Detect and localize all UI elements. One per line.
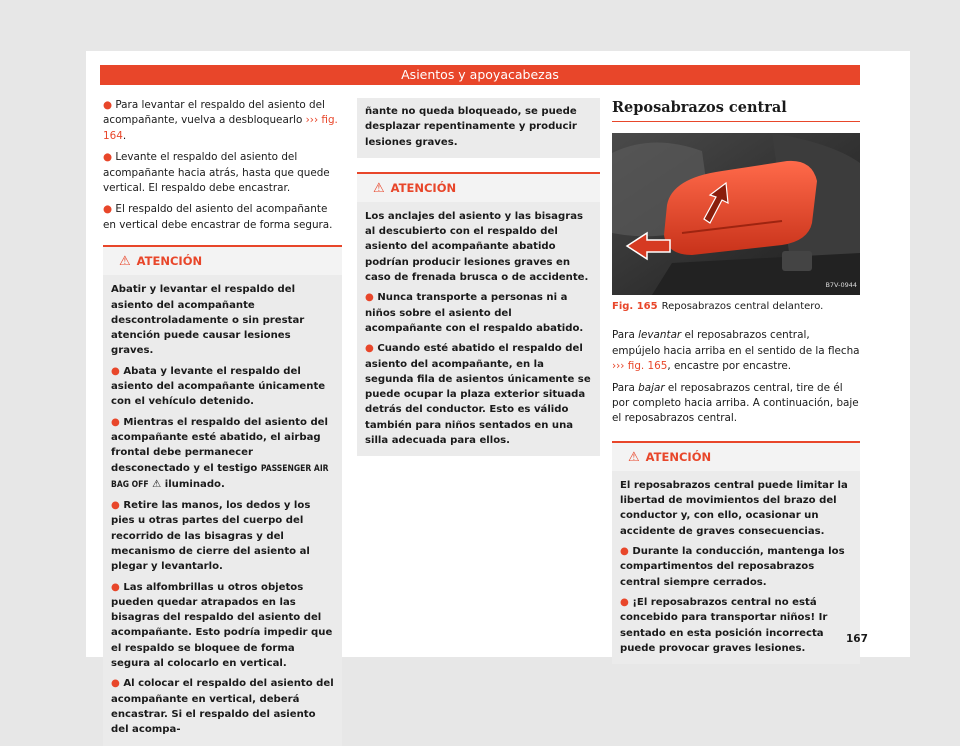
bullet-icon: ● bbox=[103, 203, 116, 216]
bullet-icon: ● bbox=[620, 596, 633, 608]
warning-triangle-icon: ⚠ bbox=[373, 180, 385, 196]
bullet-icon: ● bbox=[111, 581, 124, 593]
caption-number: Fig. 165 bbox=[612, 301, 658, 313]
warning-header: ⚠ ATENCIÓN bbox=[103, 247, 342, 275]
figure-code: B7V-0944 bbox=[825, 281, 857, 289]
column-2 bbox=[357, 98, 600, 456]
page-number: 167 bbox=[846, 633, 868, 645]
bullet-icon: ● bbox=[111, 416, 124, 428]
warning-triangle-icon: ⚠ bbox=[628, 449, 640, 465]
column-1 bbox=[103, 98, 342, 746]
bullet-icon: ● bbox=[620, 546, 633, 558]
warning-item: ● ¡El reposabrazos central no está concebido para transportar niños! Ir sentado en esta posición incorrecta puede provocar graves lesiones. bbox=[620, 596, 828, 654]
warning-box-1 bbox=[103, 245, 342, 745]
warning-box-2 bbox=[357, 172, 600, 456]
warning-item: ● Mientras el respaldo del asiento del acompañante esté abatido, el airbag frontal debe permanecer desconectado y el testigo PASSENGER AIR BAG OFF ⚠ iluminado. bbox=[111, 416, 329, 490]
step-1: ● Para levantar el respaldo del asiento del acompañante, vuelva a desbloquearlo ››› fig. 164. bbox=[103, 99, 338, 142]
fig-164-link[interactable]: ››› fig. 164 bbox=[103, 114, 338, 142]
warning-item: ● Las alfombrillas u otros objetos pueden quedar atrapados en las bisagras del respaldo del asiento del acompañante. Esto podría impedir que el respaldo se bloquee de forma segura al colocarlo en vertical. bbox=[111, 581, 333, 670]
warning-body bbox=[103, 275, 342, 737]
warning-continuation: ñante no queda bloqueado, se puede desplazar repentinamente y producir lesiones graves. bbox=[357, 98, 600, 158]
bullet-icon: ● bbox=[365, 343, 378, 355]
warning-item: ● Al colocar el respaldo del asiento del acompañante en vertical, deberá encastrar. Si el respaldo del asiento del acompa- bbox=[111, 678, 334, 736]
warning-body bbox=[612, 471, 860, 656]
armrest-illustration bbox=[612, 133, 860, 295]
warning-intro: Los anclajes del asiento y las bisagras al descubierto con el respaldo del asiento del acompañante abatido podrían producir lesiones graves en caso de frenada brusca o de accidente. bbox=[365, 210, 589, 284]
airbag-off-label: PASSENGER AIR BAG OFF bbox=[111, 463, 329, 490]
paragraph-lower: Para bajar el reposabrazos central, tire de él por completo hacia arriba. A continuación, baje el reposabrazos central. bbox=[612, 381, 859, 425]
warning-item: ● Durante la conducción, mantenga los compartimentos del reposabrazos central siempre cerrados. bbox=[620, 546, 845, 588]
warning-intro: Abatir y levantar el respaldo del asiento del acompañante descontroladamente o sin prestar atención puede causar lesiones graves. bbox=[111, 284, 305, 357]
step-3: ● El respaldo del asiento del acompañante en vertical debe encastrar de forma segura. bbox=[103, 203, 333, 231]
warning-triangle-icon: ⚠ bbox=[119, 254, 131, 270]
warning-item: ● Cuando esté abatido el respaldo del asiento del acompañante, en la segunda fila de asientos únicamente se puede ocupar la plaza exterior situada detrás del conductor. Esto es válido también para niños sentados en una silla adecuada para ellos. bbox=[365, 343, 591, 447]
bullet-icon: ● bbox=[111, 500, 124, 512]
column-3 bbox=[612, 98, 860, 664]
paragraph-raise: Para levantar el reposabrazos central, empújelo hacia arriba en el sentido de la flecha ››› fig. 165, encastre por encastre. bbox=[612, 329, 860, 373]
bullet-icon: ● bbox=[103, 151, 116, 164]
warning-item: ● Nunca transporte a personas ni a niños sobre el asiento del acompañante con el respaldo abatido. bbox=[365, 292, 584, 334]
fig-165-link[interactable]: ››› fig. 165 bbox=[612, 360, 668, 373]
section-title: Reposabrazos central bbox=[612, 100, 860, 122]
bullet-icon: ● bbox=[111, 678, 124, 690]
warning-header: ⚠ ATENCIÓN bbox=[357, 174, 600, 202]
warning-box-3 bbox=[612, 441, 860, 664]
warning-header: ⚠ ATENCIÓN bbox=[612, 443, 860, 471]
figure-armrest bbox=[612, 133, 860, 295]
warning-body bbox=[357, 202, 600, 448]
warning-item: ● Retire las manos, los dedos y los pies u otras partes del cuerpo del recorrido de las bisagras y del mecanismo de cierre del asiento al plegar y levantarlo. bbox=[111, 500, 311, 573]
bullet-icon: ● bbox=[111, 365, 124, 377]
airbag-off-icon: ⚠ bbox=[152, 478, 162, 490]
step-2: ● Levante el respaldo del asiento del acompañante hacia atrás, hasta que quede vertical. El respaldo debe encastrar. bbox=[103, 151, 330, 195]
figure-caption: Fig. 165 Reposabrazos central delantero. bbox=[612, 301, 824, 313]
bullet-icon: ● bbox=[103, 99, 116, 111]
warning-intro: El reposabrazos central puede limitar la libertad de movimientos del brazo del conductor y, con ello, ocasionar un accidente de graves consecuencias. bbox=[620, 479, 848, 537]
warning-item: ● Abata y levante el respaldo del asiento del acompañante únicamente con el vehículo detenido. bbox=[111, 365, 326, 408]
page-header: Asientos y apoyacabezas bbox=[100, 65, 860, 85]
bullet-icon: ● bbox=[365, 292, 378, 304]
